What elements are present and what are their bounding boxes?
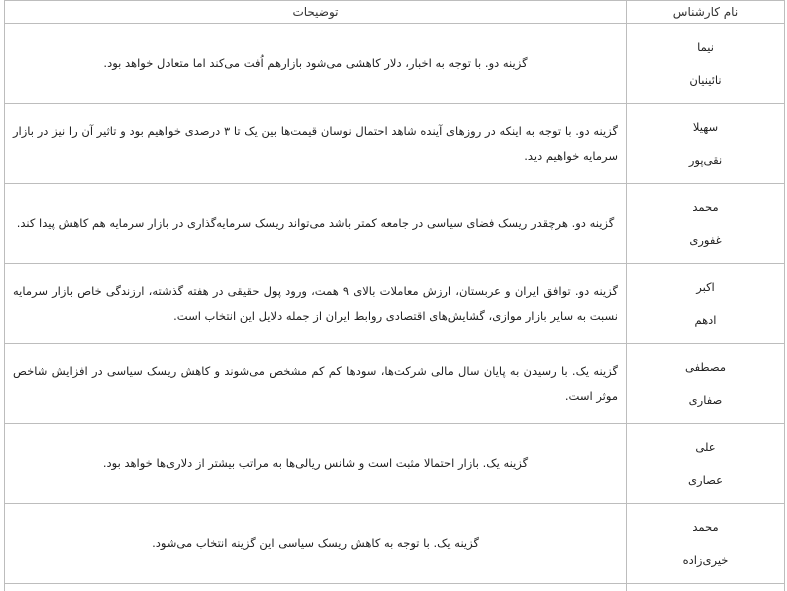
expert-last-name: عصاری: [688, 472, 723, 487]
expert-description: گزینه دو. با توجه به اخبار، دلار کاهشی می‌شود بازارهم اُفت می‌کند اما متعادل خواهد بود.: [5, 24, 627, 104]
table-row: [5, 344, 785, 424]
expert-last-name: ادهم: [694, 312, 717, 327]
expert-name-cell: [627, 24, 785, 104]
expert-description: گزینه دو. با توجه به اینکه در روزهای آینده شاهد احتمال نوسان قیمت‌ها بین یک تا ۳ درصدی خواهیم بود و تاثیر آن را نیز در بازار سرمایه خواهیم دید.: [5, 104, 627, 184]
table-row: [5, 184, 785, 264]
expert-last-name: غفوری: [689, 232, 722, 247]
expert-name-cell: [627, 184, 785, 264]
table-row: [5, 264, 785, 344]
expert-first-name: سهیلا: [692, 119, 719, 134]
expert-opinions-table: [4, 0, 785, 591]
expert-name-cell: [627, 504, 785, 584]
empty-cell: [627, 584, 785, 591]
expert-name-cell: [627, 344, 785, 424]
expert-description: گزینه یک. با رسیدن به پایان سال مالی شرکت‌ها، سودها کم کم مشخص می‌شوند و کاهش ریسک سیاسی در افزایش شاخص موثر است.: [5, 344, 627, 424]
expert-first-name: اکبر: [696, 279, 715, 294]
table-row: [5, 24, 785, 104]
expert-first-name: نیما: [697, 39, 714, 54]
header-description: توضیحات: [5, 1, 627, 24]
table-row: [5, 504, 785, 584]
expert-name-cell: [627, 424, 785, 504]
expert-first-name: علی: [695, 439, 716, 454]
expert-description: گزینه دو. هرچقدر ریسک فضای سیاسی در جامعه کمتر باشد می‌تواند ریسک سرمایه‌گذاری در بازار سرمایه هم کاهش پیدا کند.: [5, 184, 627, 264]
header-expert-name: نام کارشناس: [627, 1, 785, 24]
expert-description: گزینه دو. توافق ایران و عربستان، ارزش معاملات بالای ۹ همت، ورود پول حقیقی در هفته گذشته، ارزندگی خاص بازار سرمایه نسبت به سایر بازار موازی، گشایش‌های اقتصادی روابط ایران از جمله دلایل این انتخاب است.: [5, 264, 627, 344]
table-row: [5, 424, 785, 504]
table-header-row: [5, 1, 785, 24]
empty-cell: [5, 584, 627, 591]
expert-first-name: محمد: [692, 519, 719, 534]
expert-description: گزینه یک. با توجه به کاهش ریسک سیاسی این گزینه انتخاب می‌شود.: [5, 504, 627, 584]
expert-first-name: محمد: [692, 199, 719, 214]
expert-name-cell: [627, 264, 785, 344]
table-row-partial: [5, 584, 785, 591]
expert-name-cell: [627, 104, 785, 184]
expert-last-name: خیری‌زاده: [682, 552, 729, 567]
expert-first-name: مصطفی: [685, 359, 726, 374]
expert-last-name: صفاری: [688, 392, 723, 407]
expert-last-name: نقی‌پور: [688, 152, 723, 167]
expert-last-name: نائینیان: [689, 72, 722, 87]
table-row: [5, 104, 785, 184]
expert-description: گزینه یک. بازار احتمالا مثبت است و شانس ریالی‌ها به مراتب بیشتر از دلاری‌ها خواهد بود.: [5, 424, 627, 504]
